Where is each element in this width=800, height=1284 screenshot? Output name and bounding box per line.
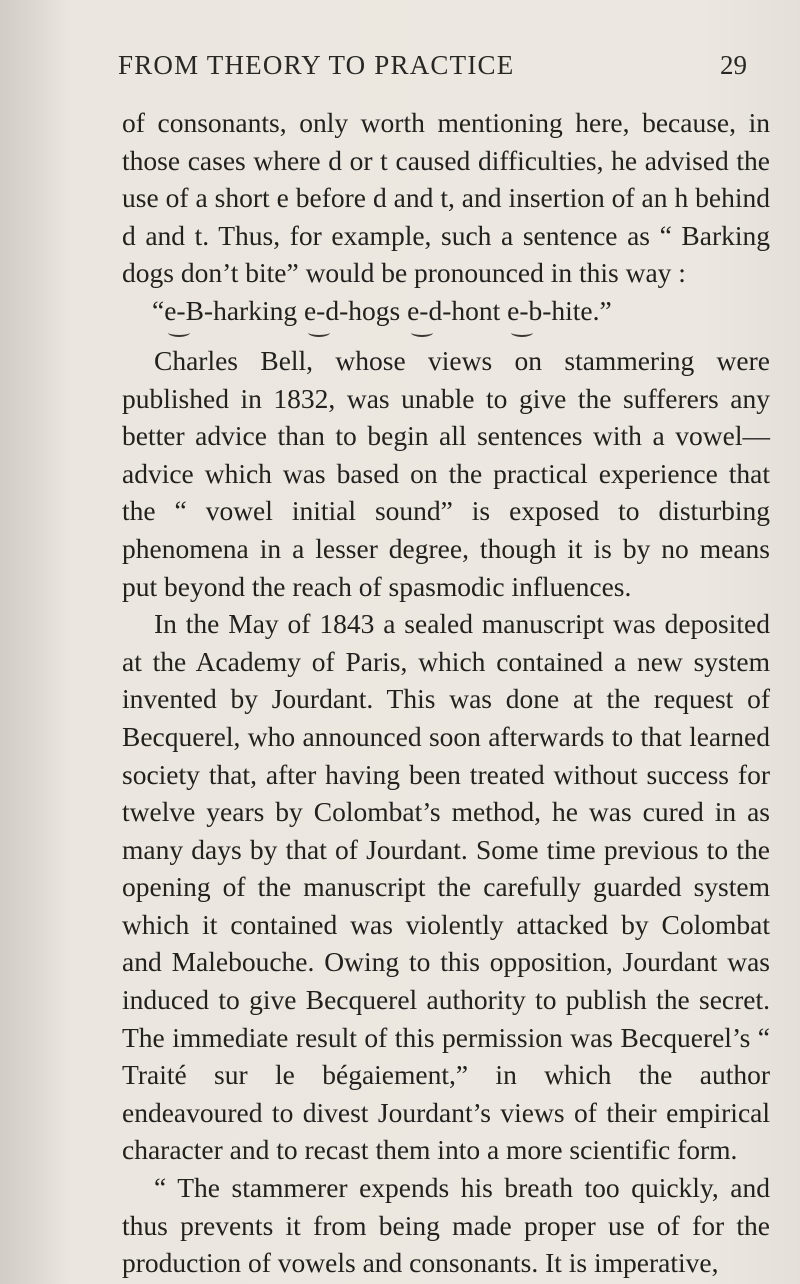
page-number: 29: [720, 50, 747, 80]
page-header: [0, 50, 800, 90]
paragraph-1: of consonants, only worth mentioning here, because, in those cases where d or t caused difficulties, he advised the use of a short e before d and t, and insertion of an h behind d and t. Thus, for example, such a sentence as “ Barking dogs don’t bite” would be pronounced in this way :: [122, 107, 770, 289]
tie-mark: [308, 328, 330, 337]
pronunciation-example: [152, 294, 770, 328]
example-word-3: e-d-hont: [407, 294, 500, 328]
example-close-quote: ”: [599, 294, 612, 326]
paragraph-3: In the May of 1843 a sealed manuscript was deposited at the Academy of Paris, which contained a new system invented by Jourdant. This was done at the request of Becquerel, who announced soon afterwards to that learned society that, after having been treated without success for twelve years by Colombat’s method, he was cured in as many days by that of Jourdant. Some time previous to the opening of the manuscript the carefully guarded system which it contained was violently attacked by Colombat and Malebouche. Owing to this opposition, Jourdant was induced to give Becquerel authority to publish the secret. The immediate result of this permission was Becquerel’s “ Traité sur le bégaiement,” in which the author endeavoured to divest Jourdant’s views of their empirical character and to recast them into a more scientific form.: [122, 608, 770, 1166]
page-shadow: [0, 0, 70, 1284]
tie-mark: [411, 328, 433, 337]
paragraph-2: Charles Bell, whose views on stammering were published in 1832, was unable to give the sufferers any better advice than to begin all sentences with a vowel— advice which was based on the practical experience that the “ vowel initial sound” is exposed to disturbing phenomena in a lesser degree, though it is by no means put beyond the reach of spasmodic influences.: [122, 344, 770, 602]
running-title: FROM THEORY TO PRACTICE: [118, 50, 515, 80]
example-open-quote: “: [152, 294, 165, 326]
example-word-4: e-b-hite.: [507, 294, 599, 328]
tie-mark: [511, 328, 533, 337]
example-word-2: e-d-hogs: [304, 294, 400, 328]
paragraph-4: “ The stammerer expends his breath too quickly, and thus prevents it from being made proper use of for the production of vowels and consonants. It is imperative,: [122, 1172, 770, 1279]
tie-mark: [168, 328, 190, 337]
body-text: [122, 104, 770, 1282]
example-word-1: e-B-harking: [164, 294, 297, 328]
